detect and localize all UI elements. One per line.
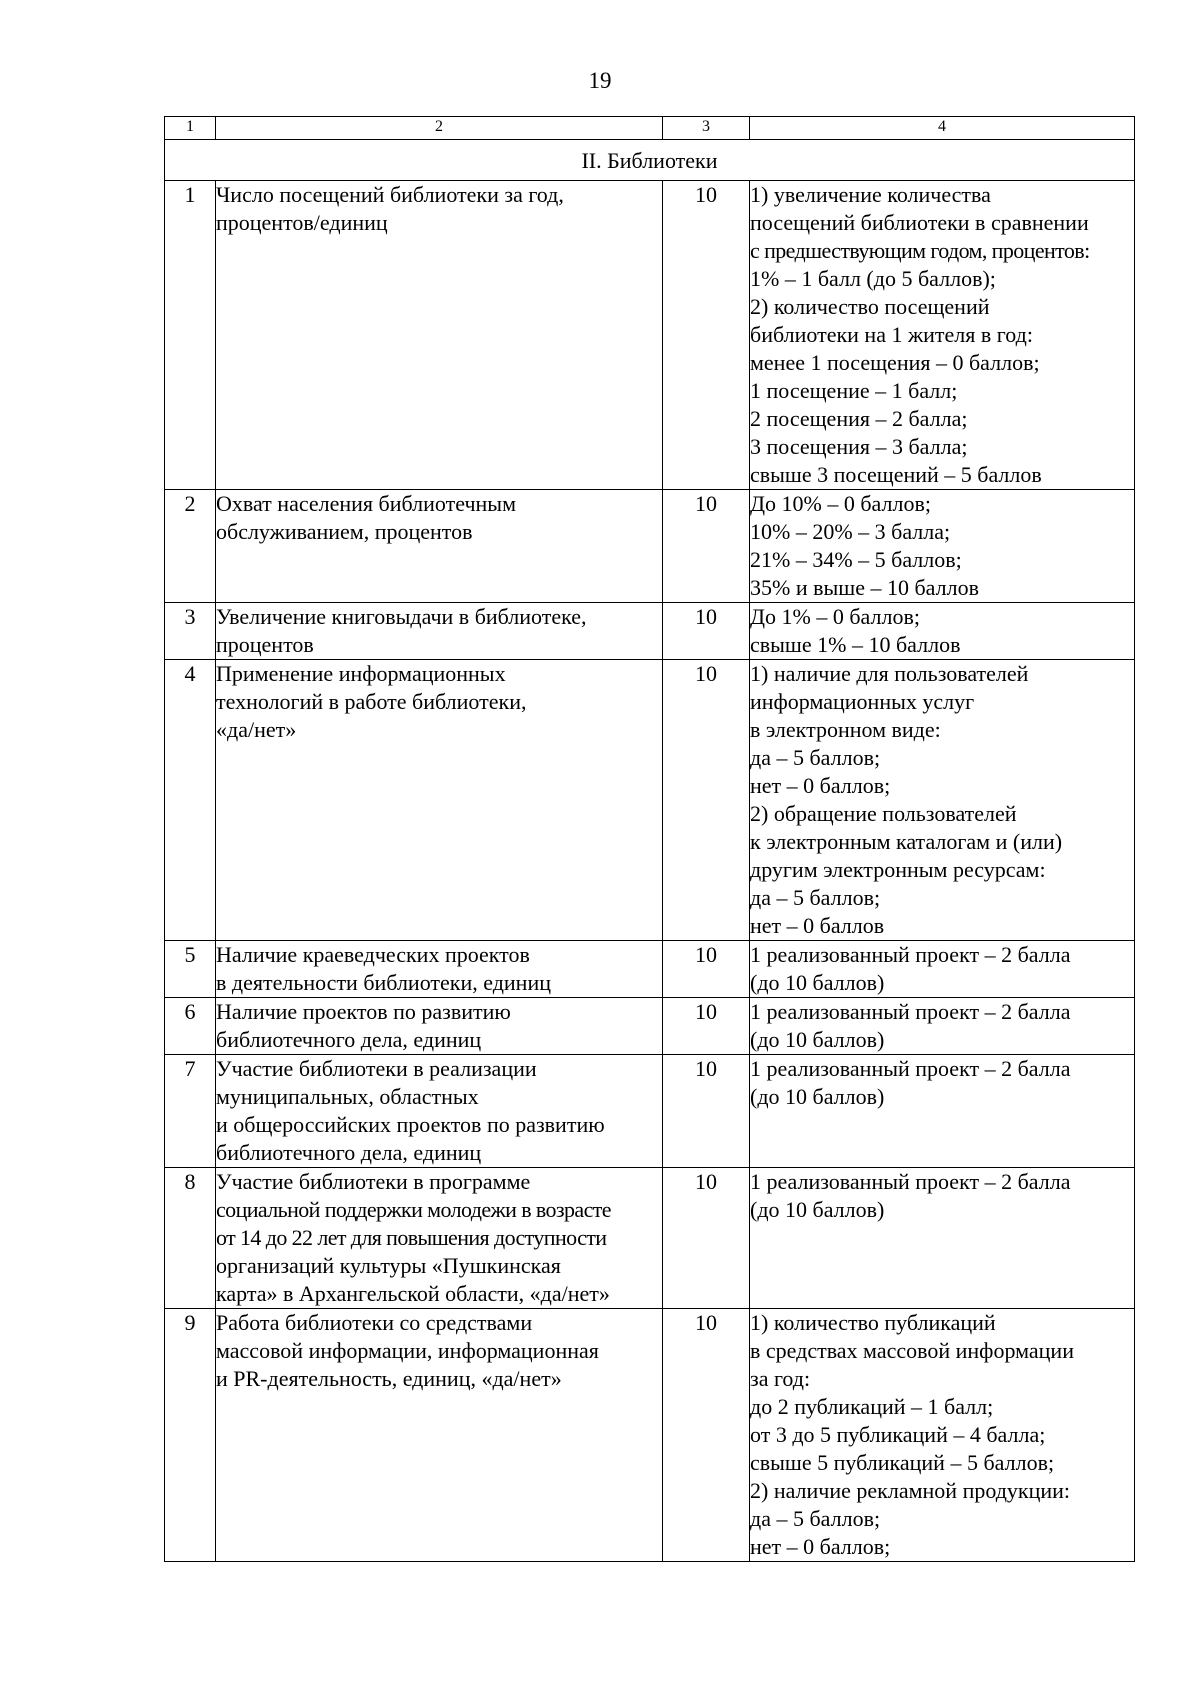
row-number: 4 bbox=[165, 660, 216, 941]
page-number: 19 bbox=[588, 68, 612, 93]
scoring-method-line: 1 реализованный проект – 2 балла bbox=[750, 1056, 1071, 1081]
scoring-method-line: с предшествующим годом, процентов: bbox=[750, 238, 1090, 263]
table-row bbox=[165, 1168, 1135, 1309]
max-score: 10 bbox=[663, 660, 750, 941]
table-row bbox=[165, 603, 1135, 660]
row-number: 6 bbox=[165, 998, 216, 1055]
max-score: 10 bbox=[663, 181, 750, 490]
scoring-method-cell bbox=[750, 1055, 1135, 1168]
scoring-method-cell bbox=[750, 1168, 1135, 1309]
scoring-method-line: 1) количество публикаций bbox=[750, 1310, 996, 1335]
scoring-method-line: к электронным каталогам и (или) bbox=[750, 829, 1063, 854]
column-header: 4 bbox=[750, 117, 1135, 140]
scoring-method-line: другим электронным ресурсам: bbox=[750, 857, 1046, 882]
scoring-method-line: 1% – 1 балл (до 5 баллов); bbox=[750, 266, 996, 291]
scoring-method-line: 10% – 20% – 3 балла; bbox=[750, 519, 951, 544]
criterion-line: Работа библиотеки со средствами bbox=[216, 1310, 533, 1335]
table-body bbox=[165, 117, 1135, 1562]
table-row bbox=[165, 660, 1135, 941]
criterion-line: технологий в работе библиотеки, bbox=[216, 689, 527, 714]
scoring-method-cell bbox=[750, 1309, 1135, 1562]
row-number: 7 bbox=[165, 1055, 216, 1168]
criterion-line: процентов/единиц bbox=[216, 210, 388, 235]
scoring-method-line: посещений библиотеки в сравнении bbox=[750, 210, 1089, 235]
scoring-method-line: 1 реализованный проект – 2 балла bbox=[750, 1169, 1071, 1194]
criterion-line: массовой информации, информационная bbox=[216, 1338, 599, 1363]
scoring-method-line: (до 10 баллов) bbox=[750, 1084, 885, 1109]
criterion-line: библиотечного дела, единиц bbox=[216, 1027, 482, 1052]
scoring-method-line: да – 5 баллов; bbox=[750, 885, 881, 910]
max-score: 10 bbox=[663, 998, 750, 1055]
scoring-method-line: 1 реализованный проект – 2 балла bbox=[750, 942, 1071, 967]
scoring-method-line: (до 10 баллов) bbox=[750, 1197, 885, 1222]
scoring-method-line: нет – 0 баллов; bbox=[750, 773, 891, 798]
scoring-method-line: (до 10 баллов) bbox=[750, 970, 885, 995]
row-number: 3 bbox=[165, 603, 216, 660]
scoring-method-line: 1 реализованный проект – 2 балла bbox=[750, 999, 1071, 1024]
section-row bbox=[165, 140, 1135, 181]
scoring-method-cell bbox=[750, 181, 1135, 490]
criterion-line: Наличие краеведческих проектов bbox=[216, 942, 530, 967]
scoring-method-cell bbox=[750, 603, 1135, 660]
criterion-line: Участие библиотеки в реализации bbox=[216, 1056, 537, 1081]
max-score: 10 bbox=[663, 1055, 750, 1168]
scoring-method-line: До 10% – 0 баллов; bbox=[750, 491, 931, 516]
column-header-row bbox=[165, 117, 1135, 140]
criterion-line: «да/нет» bbox=[216, 717, 297, 742]
section-title: II. Библиотеки bbox=[165, 140, 1135, 181]
criterion-cell bbox=[216, 660, 663, 941]
criterion-cell bbox=[216, 1055, 663, 1168]
scoring-method-line: 2 посещения – 2 балла; bbox=[750, 406, 968, 431]
row-number: 9 bbox=[165, 1309, 216, 1562]
scoring-method-line: 2) обращение пользователей bbox=[750, 801, 1017, 826]
scoring-method-line: за год: bbox=[750, 1366, 811, 1391]
row-number: 5 bbox=[165, 941, 216, 998]
criterion-cell bbox=[216, 181, 663, 490]
scoring-method-line: 3 посещения – 3 балла; bbox=[750, 434, 968, 459]
criterion-cell bbox=[216, 998, 663, 1055]
scoring-method-line: 2) наличие рекламной продукции: bbox=[750, 1478, 1071, 1503]
scoring-method-line: свыше 1% – 10 баллов bbox=[750, 632, 961, 657]
scoring-method-line: 1 посещение – 1 балл; bbox=[750, 378, 958, 403]
criterion-line: обслуживанием, процентов bbox=[216, 519, 473, 544]
table-row bbox=[165, 998, 1135, 1055]
max-score: 10 bbox=[663, 941, 750, 998]
max-score: 10 bbox=[663, 1309, 750, 1562]
scoring-method-line: информационных услуг bbox=[750, 689, 975, 714]
criterion-line: Наличие проектов по развитию bbox=[216, 999, 511, 1024]
table-row bbox=[165, 490, 1135, 603]
scoring-method-line: 21% – 34% – 5 баллов; bbox=[750, 547, 962, 572]
criterion-line: социальной поддержки молодежи в возрасте bbox=[216, 1197, 611, 1222]
scoring-method-line: нет – 0 баллов bbox=[750, 913, 885, 938]
scoring-method-cell bbox=[750, 941, 1135, 998]
scoring-method-line: свыше 5 публикаций – 5 баллов; bbox=[750, 1450, 1055, 1475]
criterion-line: и PR-деятельность, единиц, «да/нет» bbox=[216, 1366, 562, 1391]
criteria-table bbox=[164, 116, 1135, 1562]
criterion-cell bbox=[216, 1168, 663, 1309]
scoring-method-line: нет – 0 баллов; bbox=[750, 1534, 891, 1559]
criterion-line: от 14 до 22 лет для повышения доступности bbox=[216, 1225, 607, 1250]
table-row bbox=[165, 1309, 1135, 1562]
scoring-method-line: 1) наличие для пользователей bbox=[750, 661, 1029, 686]
scoring-method-line: да – 5 баллов; bbox=[750, 1506, 881, 1531]
scoring-method-line: да – 5 баллов; bbox=[750, 745, 881, 770]
scoring-method-line: менее 1 посещения – 0 баллов; bbox=[750, 350, 1040, 375]
max-score: 10 bbox=[663, 490, 750, 603]
criterion-line: и общероссийских проектов по развитию bbox=[216, 1112, 605, 1137]
max-score: 10 bbox=[663, 1168, 750, 1309]
criterion-line: организаций культуры «Пушкинская bbox=[216, 1253, 561, 1278]
row-number: 2 bbox=[165, 490, 216, 603]
criterion-cell bbox=[216, 490, 663, 603]
row-number: 8 bbox=[165, 1168, 216, 1309]
column-header: 3 bbox=[663, 117, 750, 140]
criterion-line: муниципальных, областных bbox=[216, 1084, 479, 1109]
table-row bbox=[165, 181, 1135, 490]
scoring-method-line: (до 10 баллов) bbox=[750, 1027, 885, 1052]
criterion-cell bbox=[216, 1309, 663, 1562]
criterion-line: Охват населения библиотечным bbox=[216, 491, 516, 516]
scoring-method-line: до 2 публикаций – 1 балл; bbox=[750, 1394, 994, 1419]
criterion-line: Число посещений библиотеки за год, bbox=[216, 182, 564, 207]
criterion-line: в деятельности библиотеки, единиц bbox=[216, 970, 552, 995]
criterion-cell bbox=[216, 941, 663, 998]
scoring-method-line: в электронном виде: bbox=[750, 717, 941, 742]
scoring-method-cell bbox=[750, 998, 1135, 1055]
criterion-line: Применение информационных bbox=[216, 661, 506, 686]
scoring-method-line: в средствах массовой информации bbox=[750, 1338, 1074, 1363]
scoring-method-line: 35% и выше – 10 баллов bbox=[750, 575, 979, 600]
scoring-method-cell bbox=[750, 490, 1135, 603]
table-row bbox=[165, 941, 1135, 998]
criterion-line: Участие библиотеки в программе bbox=[216, 1169, 531, 1194]
scoring-method-line: До 1% – 0 баллов; bbox=[750, 604, 920, 629]
scoring-method-cell bbox=[750, 660, 1135, 941]
column-header: 2 bbox=[216, 117, 663, 140]
criterion-line: библиотечного дела, единиц bbox=[216, 1140, 482, 1165]
column-header: 1 bbox=[165, 117, 216, 140]
scoring-method-line: библиотеки на 1 жителя в год: bbox=[750, 322, 1033, 347]
row-number: 1 bbox=[165, 181, 216, 490]
scoring-method-line: 1) увеличение количества bbox=[750, 182, 991, 207]
criterion-line: карта» в Архангельской области, «да/нет» bbox=[216, 1281, 610, 1306]
scoring-method-line: от 3 до 5 публикаций – 4 балла; bbox=[750, 1422, 1046, 1447]
criterion-cell bbox=[216, 603, 663, 660]
scoring-method-line: 2) количество посещений bbox=[750, 294, 990, 319]
max-score: 10 bbox=[663, 603, 750, 660]
scoring-method-line: свыше 3 посещений – 5 баллов bbox=[750, 462, 1042, 487]
criterion-line: Увеличение книговыдачи в библиотеке, bbox=[216, 604, 587, 629]
criterion-line: процентов bbox=[216, 632, 314, 657]
table-row bbox=[165, 1055, 1135, 1168]
